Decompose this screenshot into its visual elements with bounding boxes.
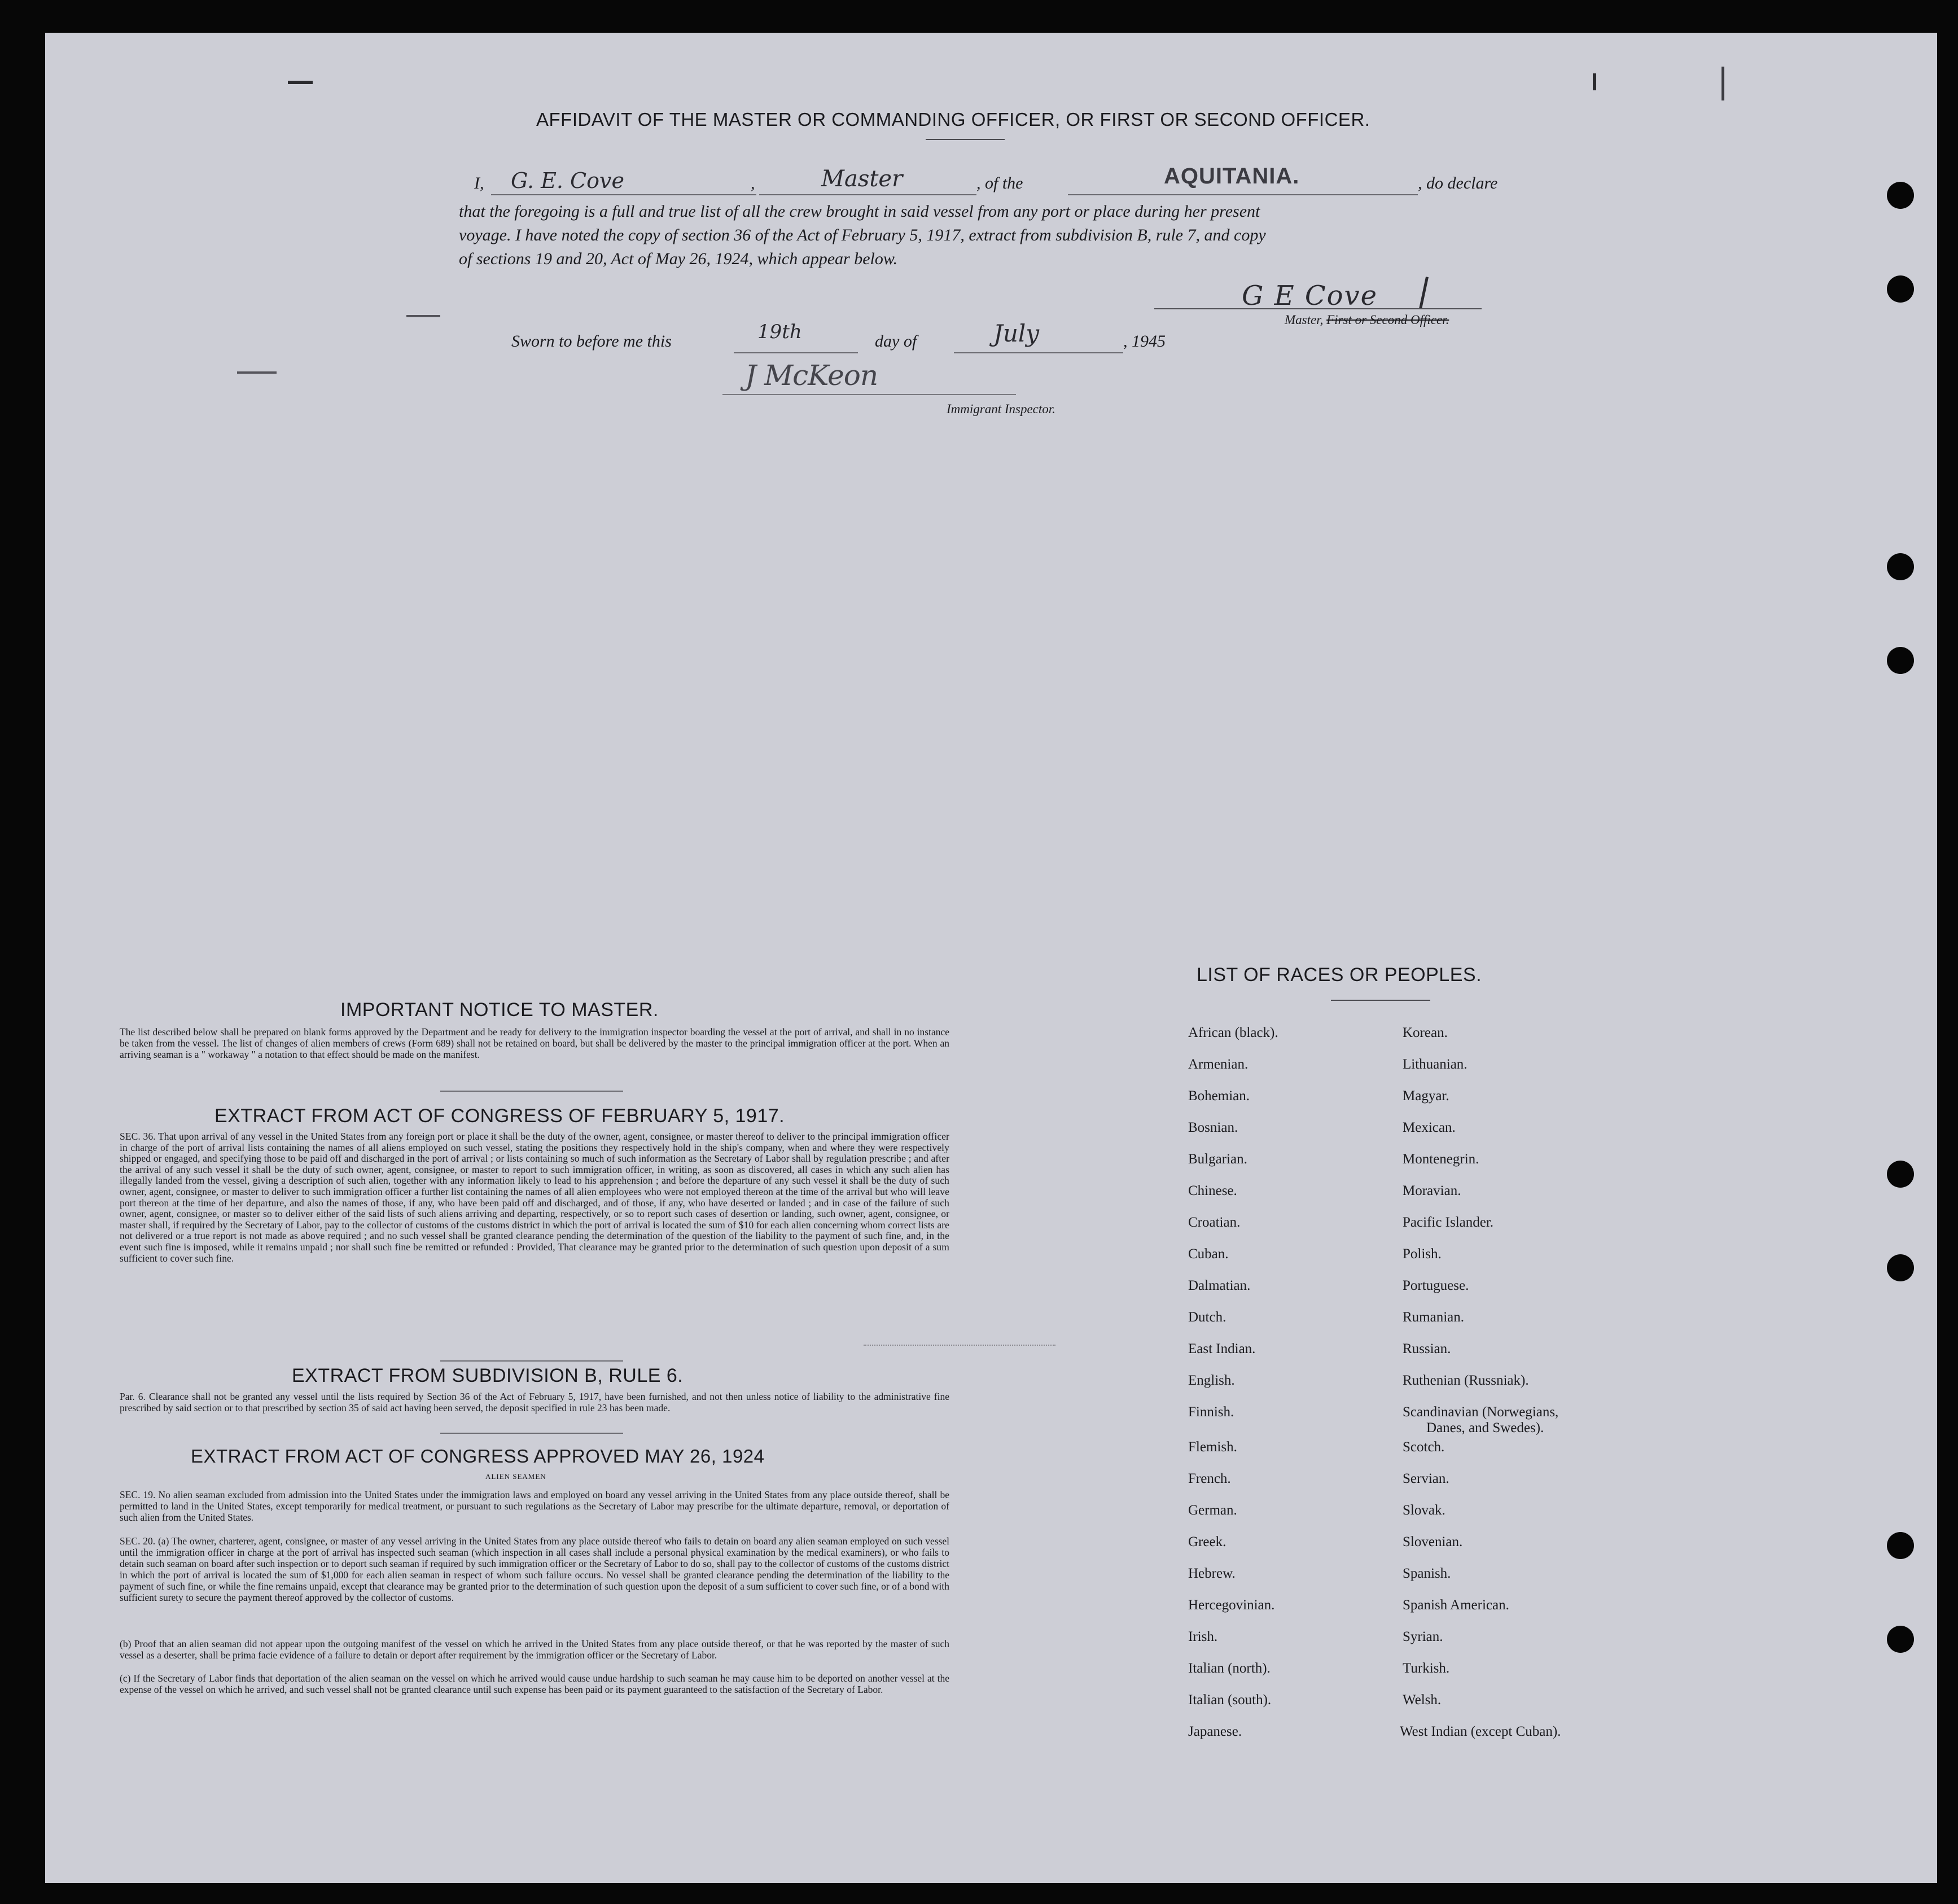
race-item: Dalmatian.	[1188, 1278, 1251, 1293]
signature-line	[722, 394, 1016, 395]
notice-text: The list described below shall be prepared on blank forms approved by the Department and be ready for delivery to the immigration inspector boarding the vessel at the port of arrival, and shall in no instance be taken from the vessel. The list of changes of alien members of crews (Form 689) shall not be retained on board, but shall be delivered by the master to the principal immigration officer at the port. When an arriving seaman is a " workaway " a notation to that effect should be made on the manifest.	[120, 1026, 949, 1060]
race-item: Bulgarian.	[1188, 1152, 1247, 1167]
race-item: Bosnian.	[1188, 1120, 1238, 1135]
race-item: Hercegovinian.	[1188, 1597, 1275, 1613]
race-item: Irish.	[1188, 1629, 1218, 1644]
race-item-continuation: Danes, and Swedes).	[1426, 1420, 1544, 1435]
race-item: Korean.	[1403, 1025, 1448, 1040]
master-caption-text: Master,	[1285, 313, 1324, 327]
struck-officer-caption: First or Second Officer.	[1326, 313, 1449, 327]
sec-20a-text: SEC. 20. (a) The owner, charterer, agent, consignee, or master of any vessel arriving in the United States from any place outside thereof who fails to detain on board any alien seaman employed on such vessel until the immigration officer in charge at the port of arrival has inspected such seaman (which inspection in all cases shall include a personal physical examination by the medical examiners), or who fails to detain such seaman on board after such inspection or to deport such seaman if required by such immigration officer or the Secretary of Labor to do so, shall pay to the collector of customs of the customs district in which the port of arrival is located the sum of $1,000 for each alien seaman in respect of whom such failure occurs. No vessel shall be granted clearance pending the determination of the liability to the payment of such fine, or while the fine remains unpaid, except that clearance may be granted prior to the determination of such question upon the deposit of a sum sufficient to cover such fine, or of a bond with sufficient surety to secure the payment thereof approved by the collector of customs.	[120, 1535, 949, 1603]
race-item: Turkish.	[1403, 1661, 1450, 1676]
sworn-day: 19th	[757, 321, 802, 343]
race-item: Ruthenian (Russniak).	[1403, 1373, 1529, 1388]
race-item: English.	[1188, 1373, 1235, 1388]
affidavit-body-line-2: that the foregoing is a full and true list of all the crew brought in said vessel from any port or place during her present	[459, 202, 1260, 221]
dotted-rule	[864, 1345, 1055, 1346]
signature-stroke	[1419, 277, 1429, 309]
race-item: Slovenian.	[1403, 1534, 1463, 1550]
fill-line	[1068, 194, 1418, 195]
ink-mark	[406, 315, 440, 317]
race-item: Chinese.	[1188, 1183, 1237, 1198]
race-item: Portuguese.	[1403, 1278, 1469, 1293]
race-item: Slovak.	[1403, 1503, 1445, 1518]
master-caption	[1285, 313, 1449, 327]
race-item: Greek.	[1188, 1534, 1227, 1550]
race-item: Syrian.	[1403, 1629, 1443, 1644]
master-signature: G E Cove	[1242, 280, 1378, 312]
race-item: French.	[1188, 1471, 1231, 1486]
inspector-signature: J McKeon	[745, 359, 878, 392]
fill-line	[491, 194, 756, 195]
race-item: Spanish American.	[1403, 1597, 1509, 1613]
sworn-month: July	[993, 319, 1040, 347]
punch-hole	[1887, 1161, 1914, 1188]
punch-hole	[1887, 647, 1914, 674]
race-item: Russian.	[1403, 1341, 1451, 1356]
sec-20b-text: (b) Proof that an alien seaman did not appear upon the outgoing manifest of the vessel on which he arrived in the United States from any place outside thereof, or that he was reported by the master of such vessel as a deserter, shall be prima facie evidence of a failure to detain or deport after requirement by the immigration officer or the Secretary of Labor.	[120, 1638, 949, 1661]
race-item: Armenian.	[1188, 1057, 1249, 1072]
comma: ,	[751, 174, 755, 192]
punch-hole	[1887, 1254, 1914, 1281]
sec-20c-text: (c) If the Secretary of Labor finds that deportation of the alien seaman on the vessel on which he arrived would cause undue hardship to such seaman he may cause him to be deported on another vessel at the expense of the vessel on which he arrived, and such vessel shall not be granted clearance until such expense has been paid or its payment guaranteed to the satisfaction of the Secretary of Labor.	[120, 1673, 949, 1695]
race-item: Hebrew.	[1188, 1566, 1236, 1581]
sworn-day-of: day of	[875, 332, 917, 351]
race-item: Croatian.	[1188, 1215, 1241, 1230]
section-rule	[440, 1433, 623, 1434]
extract-1917-title: EXTRACT FROM ACT OF CONGRESS OF FEBRUARY 5, 1917.	[214, 1105, 785, 1127]
declarant-prefix: I,	[474, 174, 484, 192]
race-item: Spanish.	[1403, 1566, 1451, 1581]
race-item: Dutch.	[1188, 1310, 1227, 1325]
notice-title: IMPORTANT NOTICE TO MASTER.	[340, 999, 659, 1021]
alien-seamen-subtitle: ALIEN SEAMEN	[485, 1472, 546, 1481]
race-item: East Indian.	[1188, 1341, 1256, 1356]
sworn-year: , 1945	[1123, 332, 1166, 351]
race-item: Rumanian.	[1403, 1310, 1465, 1325]
race-item: Cuban.	[1188, 1246, 1229, 1262]
punch-hole	[1887, 275, 1914, 303]
race-item: Polish.	[1403, 1246, 1442, 1262]
race-item: German.	[1188, 1503, 1237, 1518]
race-item: Flemish.	[1188, 1439, 1237, 1455]
race-item: Italian (north).	[1188, 1661, 1271, 1676]
races-title: LIST OF RACES OR PEOPLES.	[1197, 964, 1482, 986]
fill-line	[759, 194, 976, 195]
punch-hole	[1887, 1532, 1914, 1559]
section-rule	[440, 1091, 623, 1092]
fill-line	[954, 352, 1123, 353]
fill-line	[734, 352, 858, 353]
race-item: Bohemian.	[1188, 1088, 1250, 1104]
section-rule	[440, 1360, 623, 1362]
race-item: Lithuanian.	[1403, 1057, 1468, 1072]
race-item: Moravian.	[1403, 1183, 1461, 1198]
ink-mark	[1722, 67, 1724, 100]
document-sheet	[45, 33, 1937, 1883]
declarant-rank: Master	[821, 166, 903, 192]
declarant-name: G. E. Cove	[511, 168, 624, 193]
signature-line	[1154, 308, 1482, 309]
extract-1924-title: EXTRACT FROM ACT OF CONGRESS APPROVED MAY 26, 1924	[191, 1446, 765, 1467]
race-item: Scandinavian (Norwegians,	[1403, 1404, 1559, 1420]
race-item: Finnish.	[1188, 1404, 1234, 1420]
title-rule	[1331, 1000, 1430, 1001]
race-item: Servian.	[1403, 1471, 1449, 1486]
sec-19-text: SEC. 19. No alien seaman excluded from admission into the United States under the immigration laws and employed on board any vessel arriving in the United States from any place outside thereof, shall be permitted to land in the United States, except temporarily for medical treatment, or pursuant to such regulations as the Secretary of Labor may prescribe for the ultimate departure, removal, or deportation of such alien from the United States.	[120, 1489, 949, 1523]
race-item: African (black).	[1188, 1025, 1278, 1040]
affidavit-body-line-4: of sections 19 and 20, Act of May 26, 1924, which appear below.	[459, 250, 898, 268]
punch-hole	[1887, 1626, 1914, 1653]
declare-label: , do declare	[1418, 174, 1498, 192]
rule-6-title: EXTRACT FROM SUBDIVISION B, RULE 6.	[292, 1365, 684, 1386]
race-item: Japanese.	[1188, 1724, 1242, 1739]
of-the-label: , of the	[976, 174, 1023, 192]
race-item: Welsh.	[1403, 1692, 1442, 1708]
vessel-name: AQUITANIA.	[1164, 164, 1300, 189]
inspector-caption: Immigrant Inspector.	[947, 402, 1055, 416]
ink-mark	[288, 81, 313, 84]
ink-mark	[237, 371, 277, 374]
punch-hole	[1887, 553, 1914, 580]
race-item: Pacific Islander.	[1403, 1215, 1494, 1230]
race-item: Mexican.	[1403, 1120, 1456, 1135]
race-item: Montenegrin.	[1403, 1152, 1479, 1167]
sworn-prefix: Sworn to before me this	[511, 332, 672, 351]
affidavit-body-line-3: voyage. I have noted the copy of section 36 of the Act of February 5, 1917, extract from subdivision B, rule 7, and copy	[459, 226, 1266, 244]
title-rule	[926, 139, 1005, 140]
punch-hole	[1887, 182, 1914, 209]
rule-6-text: Par. 6. Clearance shall not be granted any vessel until the lists required by Section 36 of the Act of February 5, 1917, have been furnished, and not then unless notice of liability to the administrative fine prescribed by said section or to that prescribed by section 35 of said act having been served, the deposit specified in rule 23 has been made.	[120, 1391, 949, 1413]
race-item: Magyar.	[1403, 1088, 1449, 1104]
race-item: Italian (south).	[1188, 1692, 1272, 1708]
affidavit-title: AFFIDAVIT OF THE MASTER OR COMMANDING OFFICER, OR FIRST OR SECOND OFFICER.	[536, 109, 1370, 130]
ink-mark	[1593, 73, 1596, 90]
extract-1917-text: SEC. 36. That upon arrival of any vessel in the United States from any foreign port or place it shall be the duty of the owner, agent, consignee, or master thereof to deliver to the principal immigration officer in charge of the port of arrival lists containing the names of all aliens employed on such vessel, stating the positions they respectively hold in the ship's company, when and where they were respectively shipped or engaged, and specifying those to be paid off and discharged in the port of arrival ; or lists containing so much of such information as the Secretary of Labor shall by regulation prescribe ; and after the arrival of any such vessel it shall be the duty of such owner, agent, consignee, or master to report to such immigration officer, in writing, as soon as discovered, all cases in which any such alien has illegally landed from the vessel, giving a description of such alien, together with any information likely to lead to his apprehension ; and before the departure of any such vessel it shall be the duty of such owner, agent, consignee, or master to deliver to such immigration officer a further list containing the names of all alien employees who were not employed thereon at the time of the arrival but who will leave port thereon at the time of her departure, and also the names of those, if any, who have been paid off and discharged, and of those, if any, who have deserted or landed ; and in case of the failure of such owner, agent, consignee, or master so to deliver either of the said lists of such aliens arriving and departing, respectively, or so to report such cases of desertion or landing, such owner, agent, consignee, or master shall, if required by the Secretary of Labor, pay to the collector of customs of the customs district in which the port of arrival is located the sum of $10 for each alien concerning whom correct lists are not delivered or a true report is not made as above required ; and no such vessel shall be granted clearance pending the determination of the question of the liability to the payment of such fine, and, in the event such fine is imposed, while it remains unpaid ; nor shall such fine be remitted or refunded : Provided, That clearance may be granted prior to the determination of such question upon deposit of a sum sufficient to cover such fine.	[120, 1131, 949, 1264]
race-item: West Indian (except Cuban).	[1400, 1724, 1561, 1739]
race-item: Scotch.	[1403, 1439, 1445, 1455]
